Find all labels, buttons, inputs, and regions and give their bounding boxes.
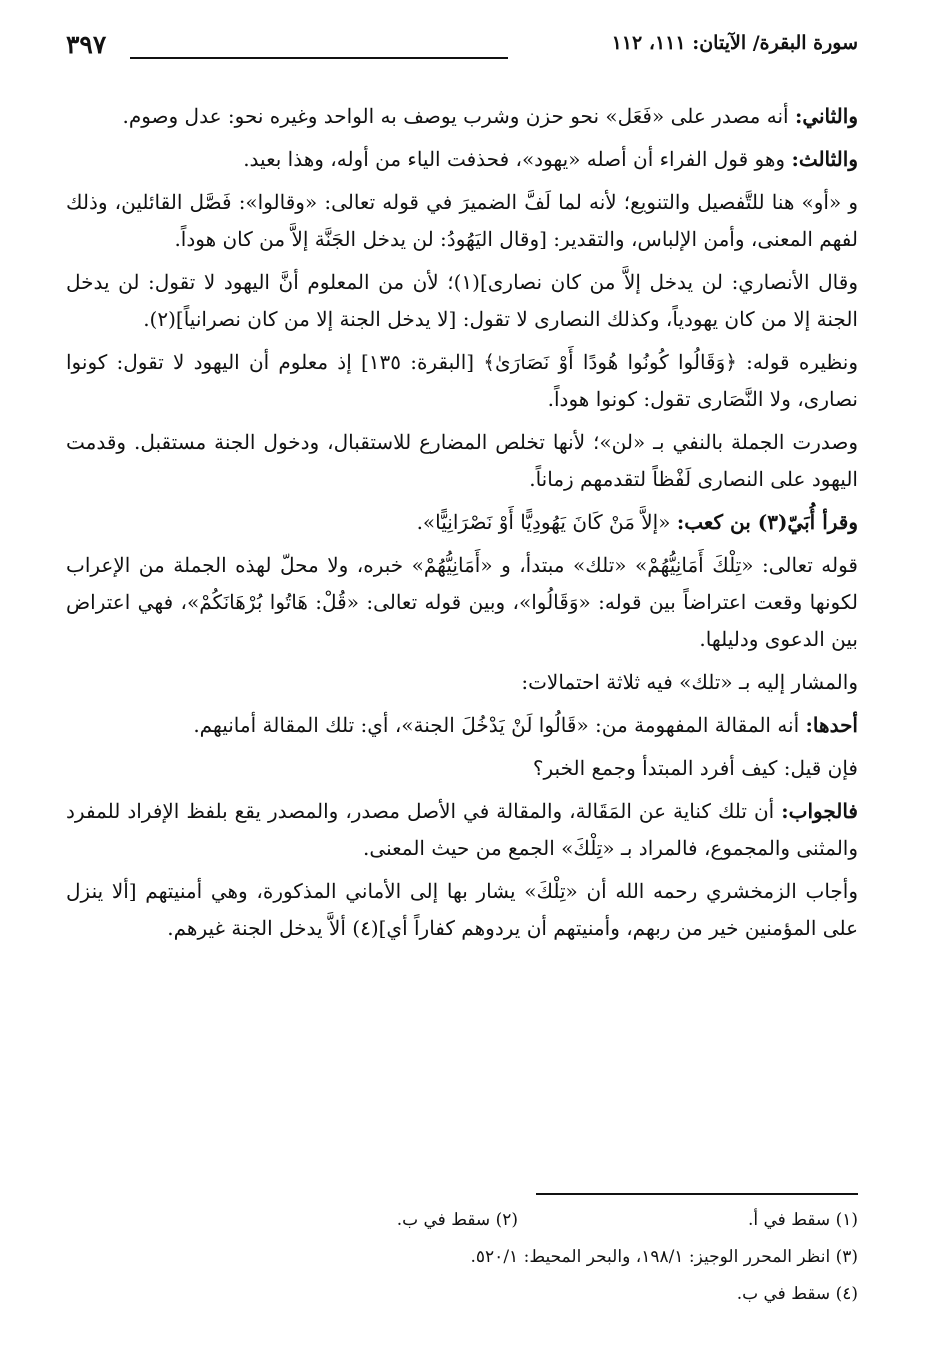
paragraph-text: وصدرت الجملة بالنفي بـ «لن»؛ لأنها تخلص المضارع للاستقبال، ودخول الجنة مستقبل. وقدمت اليهود على النصارى لَفْظاً لتقدمهم زماناً.	[66, 430, 858, 491]
footnote-4: (٤) سقط في ب.	[736, 1284, 858, 1304]
paragraph	[66, 664, 858, 701]
paragraph-text: أنه مصدر على «فَعَل» نحو حزن وشرب يوصف به الواحد وغيره نحو: عدل وصوم.	[122, 104, 795, 128]
paragraph-text: «إلاَّ مَنْ كَانَ يَهُودِيًّا أَوْ نَصْرَانِيًّا».	[416, 510, 677, 534]
paragraph-lead: والثالث:	[791, 147, 858, 171]
paragraph-text: فإن قيل: كيف أفرد المبتدأ وجمع الخبر؟	[532, 756, 858, 780]
paragraph	[66, 141, 858, 178]
footnote-row	[300, 1239, 858, 1276]
footnote-row	[300, 1202, 858, 1239]
paragraph	[66, 424, 858, 498]
paragraph	[66, 873, 858, 947]
footnote-row	[300, 1276, 858, 1313]
footnote-1: (١) سقط في أ.	[747, 1210, 858, 1230]
paragraph	[66, 504, 858, 541]
paragraph	[66, 344, 858, 418]
paragraph-text: وأجاب الزمخشري رحمه الله أن «تِلْكَ» يشار بها إلى الأماني المذكورة، وهي أمنيتهم [ألا ينزل على المؤمنين خير من ربهم، وأمنيتهم أن يردوهم كفاراً أي](٤) ألاَّ يدخل الجنة غيرهم.	[66, 879, 858, 940]
paragraph-text: أنه المقالة المفهومة من: «قَالُوا لَنْ يَدْخُلَ الجنة»، أي: تلك المقالة أمانيهم.	[193, 713, 806, 737]
paragraph-lead: وقرأ أُبَيّ(٣) بن كعب:	[676, 510, 858, 534]
paragraph	[66, 98, 858, 135]
paragraph-text: والمشار إليه بـ «تلك» فيه ثلاثة احتمالات:	[521, 670, 858, 694]
footnotes	[300, 1202, 858, 1313]
page-header	[66, 30, 858, 70]
paragraph	[66, 547, 858, 658]
page-number: ٣٩٧	[66, 30, 107, 59]
paragraph	[66, 184, 858, 258]
paragraph-text: قوله تعالى: «تِلْكَ أَمَانِيُّهُمْ» «تلك» مبتدأ، و «أَمَانِيُّهُمْ» خبره، ولا محلّ لهذه الجملة من الإعراب لكونها وقعت اعتراضاً بين قوله: «وَقَالُوا»، وبين قوله تعالى: «قُلْ: هَاتُوا بُرْهَانَكُمْ»، فهي اعتراض بين الدعوى ودليلها.	[66, 553, 858, 651]
running-title: سورة البقرة/ الآيتان: ١١١، ١١٢	[611, 32, 858, 54]
paragraph-lead: فالجواب:	[781, 799, 858, 823]
main-text	[66, 98, 858, 953]
paragraph-lead: والثاني:	[794, 104, 858, 128]
footnote-rule	[536, 1193, 858, 1195]
paragraph	[66, 750, 858, 787]
paragraph-text: ونظيره قوله: ﴿وَقَالُوا كُونُوا هُودًا أَوْ نَصَارَىٰ﴾ [البقرة: ١٣٥] إذ معلوم أن اليهود لا تقول: كونوا نصارى، ولا النَّصَارى تقول: كونوا هوداً.	[66, 350, 858, 411]
paragraph-text: وهو قول الفراء أن أصله «يهود»، فحذفت الياء من أوله، وهذا بعيد.	[243, 147, 792, 171]
footnote-3: (٣) انظر المحرر الوجيز: ١٩٨/١، والبحر المحيط: ٥٢٠/١.	[470, 1247, 858, 1267]
paragraph	[66, 264, 858, 338]
footnote-2: (٢) سقط في ب.	[396, 1210, 518, 1230]
paragraph	[66, 707, 858, 744]
paragraph-text: وقال الأنصاري: لن يدخل إلاَّ من كان نصارى](١)؛ لأن من المعلوم أنَّ اليهود لا تقول: لن يدخل الجنة إلا من كان يهودياً، وكذلك النصارى لا تقول: [لا يدخل الجنة إلا من كان نصرانياً](٢).	[66, 270, 858, 331]
paragraph-lead: أحدها:	[805, 713, 858, 737]
paragraph	[66, 793, 858, 867]
paragraph-text: و «أو» هنا للتَّفصيل والتنويع؛ لأنه لما لَفَّ الضميرَ في قوله تعالى: «وقالوا»: فَصَّل القائلين، وذلك لفهم المعنى، وأمن الإلباس، والتقدير: [وقال اليَهُودُ: لن يدخل الجَنَّة إلاَّ من كان هوداً.	[66, 190, 858, 251]
header-rule	[130, 57, 508, 59]
paragraph-text: أن تلك كناية عن المَقَالة، والمقالة في الأصل مصدر، والمصدر يقع بلفظ الإفراد للمفرد والمثنى والمجموع، فالمراد بـ «تِلْكَ» الجمع من حيث المعنى.	[66, 799, 858, 860]
